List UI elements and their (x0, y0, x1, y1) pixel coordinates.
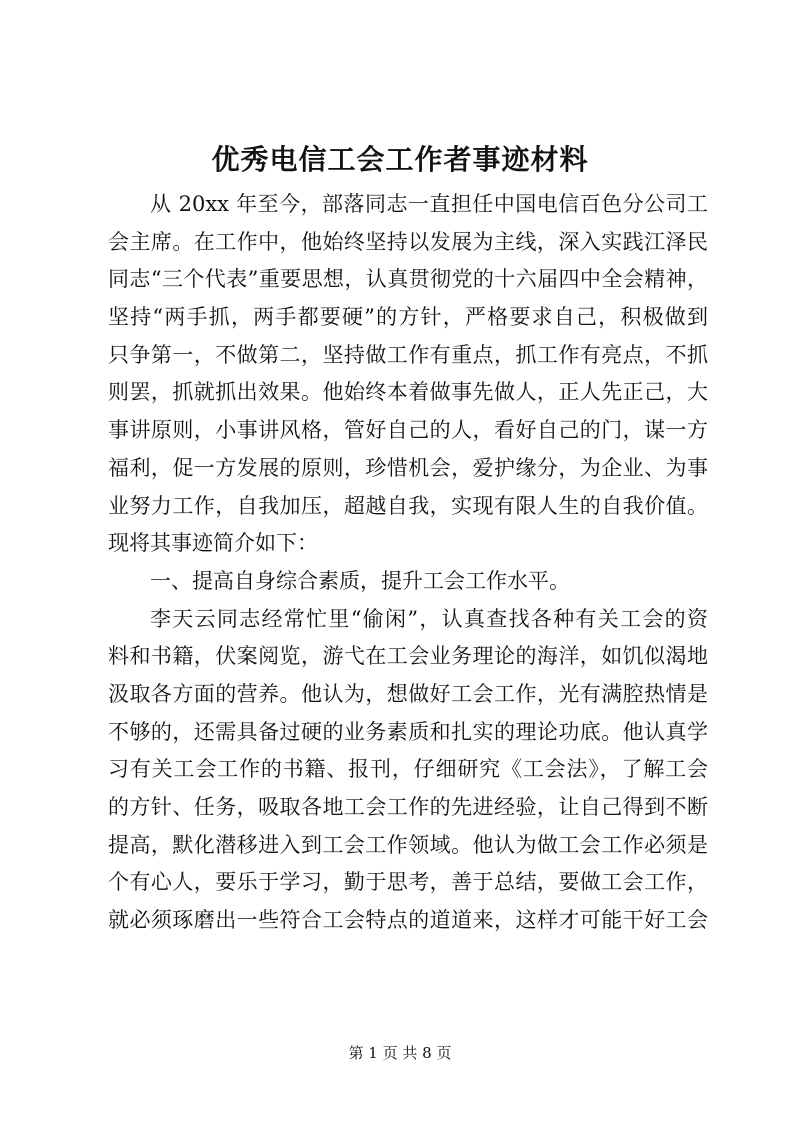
body-line: 福利，促一方发展的原则，珍惜机会，爱护缘分，为企业、为事 (108, 455, 708, 480)
body-line: 事讲原则，小事讲风格，管好自己的人，看好自己的门，谋一方 (108, 418, 708, 443)
body-line: 业努力工作，自我加压，超越自我，实现有限人生的自我价值。 (108, 493, 708, 518)
body-line: 坚持“两手抓，两手都要硬”的方针，严格要求自己，积极做到 (108, 305, 708, 330)
body-line: 汲取各方面的营养。他认为，想做好工会工作，光有满腔热情是 (108, 681, 708, 706)
body-line: 李天云同志经常忙里“偷闲”，认真查找各种有关工会的资 (150, 606, 708, 631)
section-heading: 一、提高自身综合素质，提升工会工作水平。 (150, 568, 570, 593)
document-body (108, 186, 708, 940)
page-footer: 第 1 页 共 8 页 (348, 1044, 452, 1062)
body-line: 只争第一，不做第二，坚持做工作有重点，抓工作有亮点，不抓 (108, 342, 708, 367)
body-line: 从 20xx 年至今，部落同志一直担任中国电信百色分公司工 (150, 192, 708, 216)
body-line: 料和书籍，伏案阅览，游弋在工会业务理论的海洋，如饥似渴地 (108, 644, 708, 669)
document-title: 优秀电信工会工作者事迹材料 (211, 143, 589, 176)
body-line: 会主席。在工作中，他始终坚持以发展为主线，深入实践江泽民 (108, 229, 708, 254)
body-line: 同志“三个代表”重要思想，认真贯彻党的十六届四中全会精神， (108, 267, 708, 292)
body-line: 现将其事迹简介如下： (108, 531, 318, 556)
body-line: 就必须琢磨出一些符合工会特点的道道来，这样才可能干好工会 (108, 908, 708, 933)
body-line: 提高，默化潜移进入到工会工作领域。他认为做工会工作必须是 (108, 832, 708, 857)
body-line: 的方针、任务，吸取各地工会工作的先进经验，让自己得到不断 (108, 795, 708, 819)
body-line: 则罢，抓就抓出效果。他始终本着做事先做人，正人先正己，大 (108, 380, 708, 405)
body-line: 习有关工会工作的书籍、报刊，仔细研究《工会法》，了解工会 (108, 757, 708, 782)
body-line: 个有心人，要乐于学习，勤于思考，善于总结，要做工会工作， (108, 870, 708, 895)
body-line: 不够的，还需具备过硬的业务素质和扎实的理论功底。他认真学 (108, 719, 708, 744)
